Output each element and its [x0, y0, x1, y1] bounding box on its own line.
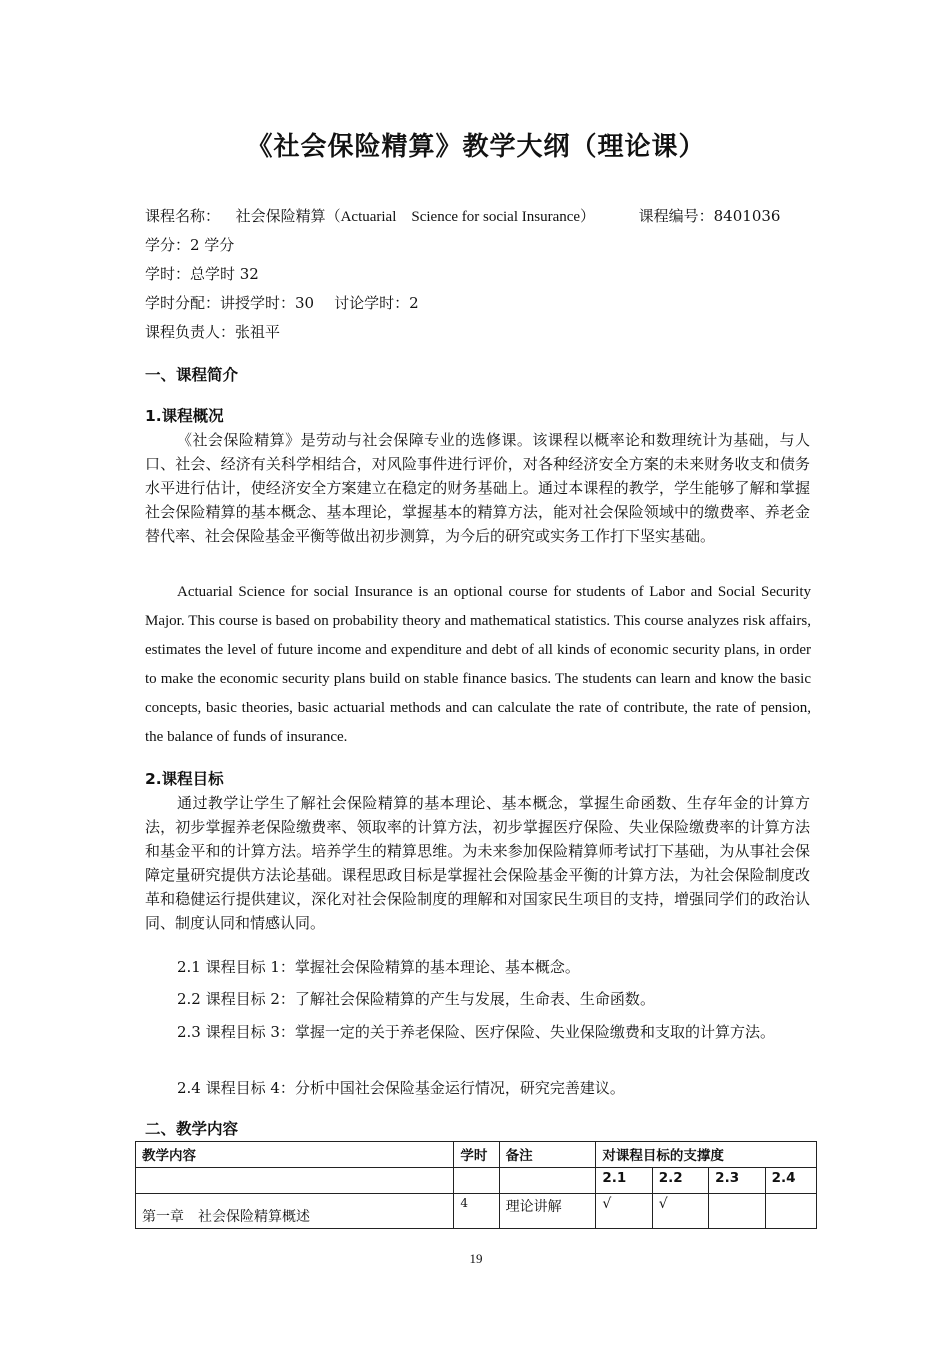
section-1-heading: 一、课程简介	[145, 366, 239, 384]
hours-line: 学时：总学时 32	[145, 265, 259, 283]
goal-col-2-1: 2.1	[596, 1168, 652, 1194]
empty-cell	[454, 1168, 499, 1194]
page-number: 19	[469, 1251, 483, 1266]
empty-cell	[136, 1168, 454, 1194]
header-note: 备注	[499, 1142, 596, 1168]
course-name-label: 课程名称：	[145, 207, 221, 225]
cell-g1: √	[596, 1194, 652, 1229]
goals-heading: 2.课程目标	[145, 770, 224, 788]
credits-line: 学分：2 学分	[145, 236, 235, 254]
goal-col-2-2: 2.2	[652, 1168, 708, 1194]
instructor-line: 课程负责人：张祖平	[145, 323, 281, 341]
goal-item: 2.3 课程目标 3：掌握一定的关于养老保险、医疗保险、失业保险缴费和支取的计算方法。	[177, 1023, 775, 1041]
header-hours: 学时	[454, 1142, 499, 1168]
teaching-content-table	[135, 1141, 817, 1229]
discussion-hours: 讨论学时：2	[334, 294, 419, 312]
section-2-heading: 二、教学内容	[145, 1120, 239, 1138]
overview-paragraph-en: Actuarial Science for social Insurance is an optional course for students of Labor and Social Security Major. This course is based on probability theory and mathematical statistics. This course analyzes risk affairs, estimates the level of future income and expenditure and debt of all kinds of economic security plans, in order to make the economic security plans build on stable finance basics. The students can learn and know the basic concepts, basic theories, basic actuarial methods and can calculate the rate of contribute, the rate of pension, the balance of funds of insurance.	[145, 584, 811, 745]
table-header-row	[136, 1142, 817, 1168]
overview-paragraph-cn: 《社会保险精算》是劳动与社会保障专业的选修课。该课程以概率论和数理统计为基础，与人口、社会、经济有关科学相结合，对风险事件进行评价，对各种经济安全方案的未来财务收支和债务水平进行估计，使经济安全方案建立在稳定的财务基础上。通过本课程的教学，学生能够了解和掌握社会保险精算的基本概念、基本理论，掌握基本的精算方法，能对社会保险领域中的缴费率、养老金替代率、社会保险基金平衡等做出初步测算，为今后的研究或实务工作打下坚实基础。	[145, 431, 810, 545]
goal-item: 2.1 课程目标 1：掌握社会保险精算的基本理论、基本概念。	[177, 958, 580, 976]
goal-item: 2.2 课程目标 2：了解社会保险精算的产生与发展，生命表、生命函数。	[177, 990, 655, 1008]
course-name-value: 社会保险精算（Actuarial Science for social Insurance）	[235, 209, 596, 225]
cell-g3	[709, 1194, 765, 1229]
goals-paragraph: 通过教学让学生了解社会保险精算的基本理论、基本概念，掌握生命函数、生存年金的计算方法，初步掌握养老保险缴费率、领取率的计算方法，初步掌握医疗保险、失业保险缴费率的计算方法和基金平和的计算方法。培养学生的精算思维。为未来参加保险精算师考试打下基础，为从事社会保障定量研究提供方法论基础。课程思政目标是掌握社会保险基金平衡的计算方法，为社会保险制度改革和稳健运行提供建议，深化对社会保险制度的理解和对国家民生项目的支持，增强同学们的政治认同、制度认同和情感认同。	[145, 794, 810, 932]
cell-g4	[765, 1194, 816, 1229]
table-row	[136, 1194, 817, 1229]
cell-hours: 4	[454, 1194, 499, 1229]
course-code-value: 8401036	[713, 207, 781, 225]
cell-note: 理论讲解	[499, 1194, 596, 1229]
cell-g2: √	[652, 1194, 708, 1229]
goal-item: 2.4 课程目标 4：分析中国社会保险基金运行情况，研究完善建议。	[177, 1079, 625, 1097]
overview-heading: 1.课程概况	[145, 407, 224, 425]
header-content: 教学内容	[136, 1142, 454, 1168]
header-goal-support: 对课程目标的支撑度	[596, 1142, 817, 1168]
course-name-line	[145, 206, 780, 227]
goal-col-2-4: 2.4	[765, 1168, 816, 1194]
course-code-label: 课程编号：	[638, 207, 714, 225]
hours-split-line	[145, 293, 419, 313]
goal-col-2-3: 2.3	[709, 1168, 765, 1194]
empty-cell	[499, 1168, 596, 1194]
lecture-hours: 学时分配：讲授学时：30	[145, 294, 315, 312]
table-subheader-row	[136, 1168, 817, 1194]
cell-content: 第一章 社会保险精算概述	[136, 1194, 454, 1229]
document-title: 《社会保险精算》教学大纲（理论课）	[246, 132, 706, 162]
